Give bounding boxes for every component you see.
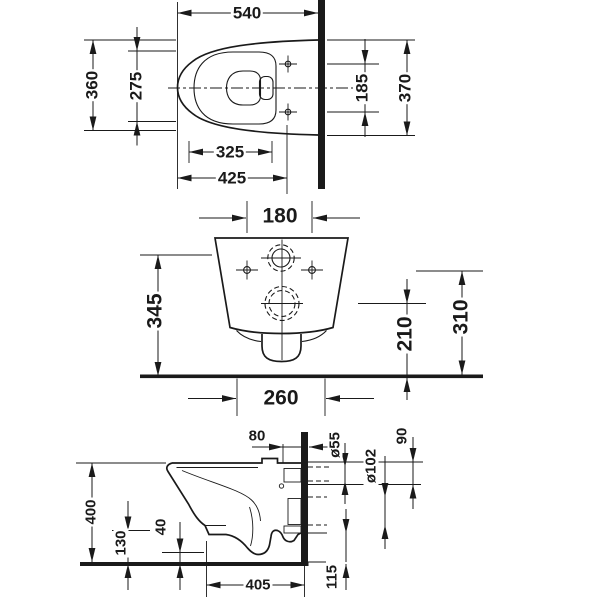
dim-label-210: 210 [393,316,417,352]
dim-label-180: 180 [262,204,298,228]
dim-label-115: 115 [323,564,341,590]
dim-label-dia55: ø55 [326,432,344,458]
dim-label-275: 275 [126,71,146,101]
dim-label-80: 80 [248,427,266,445]
dim-label-40: 40 [152,518,170,536]
dim-label-345: 345 [143,293,167,329]
dim-label-370: 370 [395,73,415,103]
dim-label-405: 405 [245,576,271,594]
wall-section-side-view [301,432,308,566]
floor-line-front-view [140,375,483,379]
dim-label-400: 400 [82,499,100,525]
dim-label-325: 325 [215,142,245,162]
wall-section-top-view [318,0,325,189]
dim-label-130: 130 [112,530,130,556]
dim-label-540: 540 [232,3,262,23]
dim-label-90: 90 [393,427,411,445]
dim-label-310: 310 [449,299,473,335]
dim-label-360: 360 [82,70,102,100]
dim-label-260: 260 [263,386,299,410]
floor-line-side-view [80,562,309,566]
dim-label-425: 425 [217,168,247,188]
front-view-geometry [140,201,483,416]
dim-label-dia102: ø102 [362,448,380,484]
dim-label-185: 185 [352,73,372,103]
